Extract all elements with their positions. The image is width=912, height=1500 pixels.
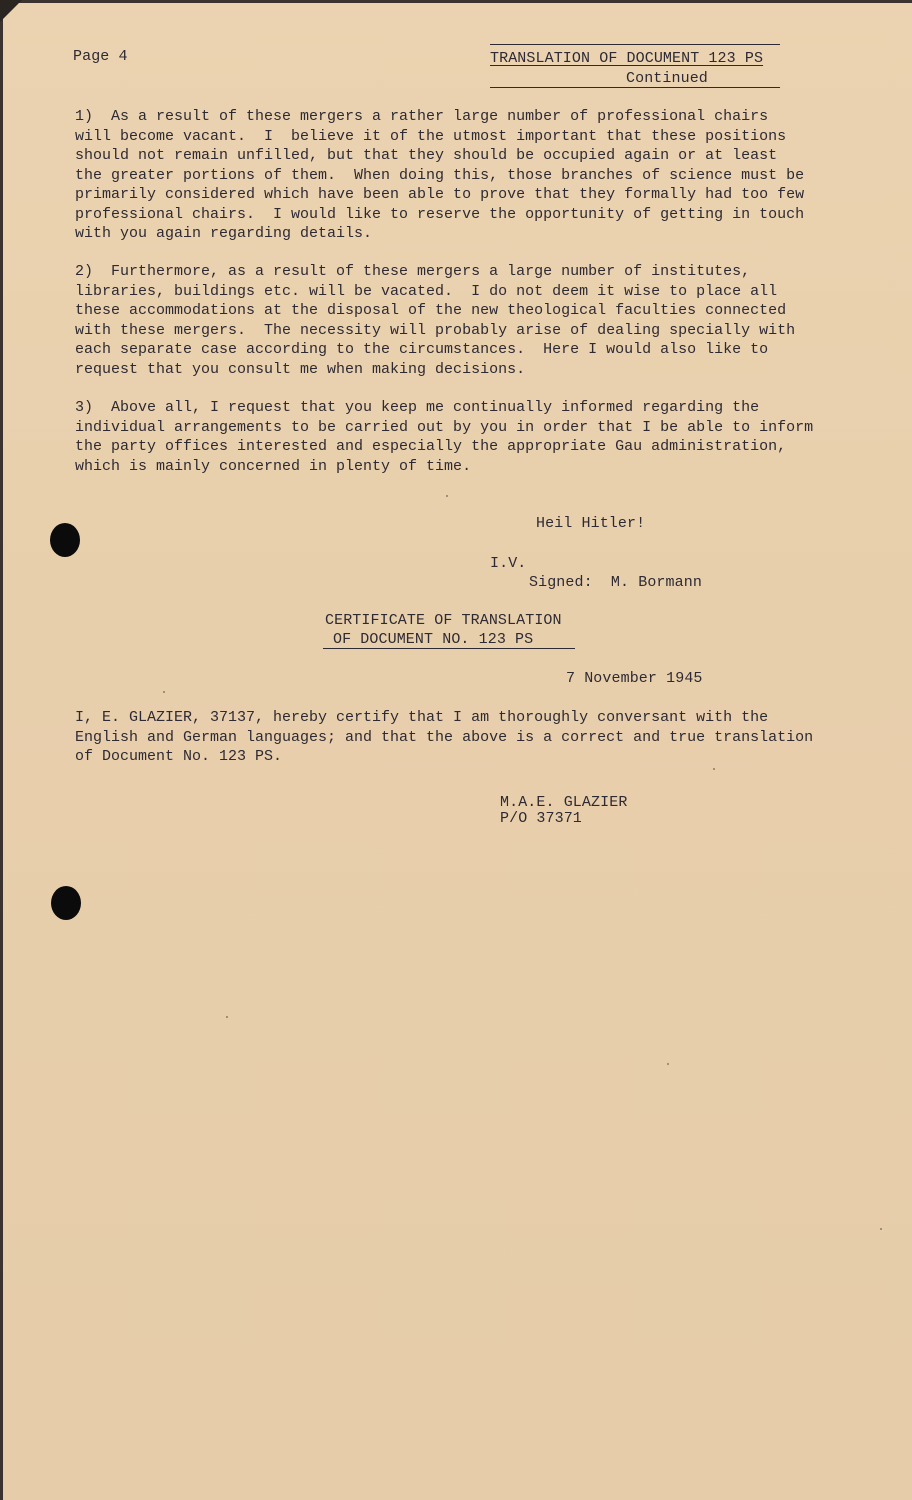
paper-speck [713, 768, 715, 770]
paragraph-line: professional chairs. I would like to reserve the opportunity of getting in touch [75, 205, 805, 223]
paragraph-line: 1) As a result of these mergers a rather large number of professional chairs [75, 108, 769, 125]
paragraph-line: with these mergers. The necessity will probably arise of dealing specially with [75, 321, 796, 339]
paragraph-3 [75, 398, 875, 476]
paragraph-line: each separate case according to the circumstances. Here I would also like to [75, 341, 769, 358]
paragraph-line: the party offices interested and especially the appropriate Gau administration, [75, 438, 787, 455]
paragraph-1 [75, 107, 875, 244]
translator-rank: P/O 37371 [500, 810, 582, 827]
paragraph-line: request that you consult me when making decisions. [75, 360, 526, 378]
certificate-subtitle: OF DOCUMENT NO. 123 PS [333, 631, 534, 648]
header-rule [490, 87, 780, 88]
paragraph-line: the greater portions of them. When doing this, those branches of science must be [75, 166, 805, 184]
paragraph-line: these accommodations at the disposal of the new theological faculties connected [75, 302, 787, 319]
certificate-line: I, E. GLAZIER, 37137, hereby certify that I am thoroughly conversant with the [75, 709, 769, 726]
paper-speck [446, 495, 448, 497]
signed-line: Signed: M. Bormann [529, 574, 702, 591]
iv-label: I.V. [490, 555, 527, 572]
paragraph-line: should not remain unfilled, but that they should be occupied again or at least [75, 147, 778, 164]
paragraph-line: 3) Above all, I request that you keep me continually informed regarding the [75, 399, 760, 416]
paragraph-line: 2) Furthermore, as a result of these mergers a large number of institutes, [75, 263, 751, 280]
document-subtitle: Continued [626, 70, 708, 87]
paragraph-line: individual arrangements to be carried out by you in order that I be able to inform [75, 418, 814, 436]
paragraph-2 [75, 262, 875, 379]
certificate-line: of Document No. 123 PS. [75, 748, 283, 765]
paper-speck [667, 1063, 669, 1065]
page-label: Page 4 [73, 48, 128, 65]
paragraph-line: which is mainly concerned in plenty of time. [75, 457, 472, 475]
translator-name: M.A.E. GLAZIER [500, 794, 628, 811]
certificate-line: English and German languages; and that the above is a correct and true translation [75, 728, 814, 746]
certificate-date: 7 November 1945 [566, 670, 703, 687]
certificate-title: CERTIFICATE OF TRANSLATION [325, 612, 562, 629]
folded-corner [0, 0, 22, 22]
paragraph-line: with you again regarding details. [75, 225, 373, 242]
header-top-rule [490, 44, 780, 45]
paper-speck [880, 1228, 882, 1230]
document-title: TRANSLATION OF DOCUMENT 123 PS [490, 50, 764, 67]
paragraph-line: libraries, buildings etc. will be vacated. I do not deem it wise to place all [75, 282, 778, 300]
punch-hole [51, 886, 81, 920]
paper-speck [163, 691, 165, 693]
punch-hole [50, 523, 80, 557]
certificate-body [75, 708, 875, 767]
salutation: Heil Hitler! [536, 515, 646, 532]
paper-speck [226, 1016, 228, 1018]
paragraph-line: primarily considered which have been able to prove that they formally had too few [75, 186, 805, 203]
paragraph-line: will become vacant. I believe it of the utmost important that these positions [75, 127, 787, 145]
certificate-rule [323, 648, 575, 649]
